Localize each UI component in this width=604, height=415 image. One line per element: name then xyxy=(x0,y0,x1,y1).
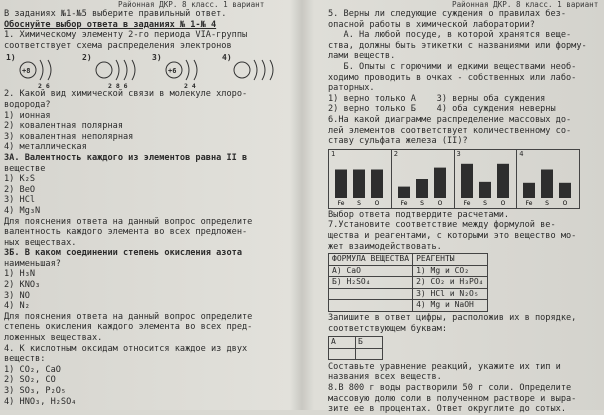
bar xyxy=(523,183,535,198)
diagram-option xyxy=(455,150,518,208)
atom-shells: 2 4 xyxy=(184,82,196,91)
diagram-options-grid xyxy=(328,149,580,209)
diagram-option xyxy=(392,150,455,208)
answer-letter: А xyxy=(329,337,356,349)
bar xyxy=(398,186,410,197)
q6-line: ставу сульфата железа (II)? xyxy=(328,136,468,147)
table-header-cell: ФОРМУЛА ВЕЩЕСТВА xyxy=(329,254,413,266)
match-table xyxy=(328,253,488,312)
q7b-line: соответствующем буквам: xyxy=(328,323,447,334)
bar-diagram xyxy=(455,158,517,206)
q4-line: 4. К кислотным оксидам относится каждое из двух xyxy=(4,343,248,354)
atom-option-label: 2) xyxy=(82,53,92,63)
bar-diagram xyxy=(517,158,579,206)
table-header-row xyxy=(329,254,488,266)
q2-line: 2. Какой вид химической связи в молекуле хлоро- xyxy=(4,89,248,100)
q3a-line: валентность каждого элемента во всех предложен- xyxy=(4,227,248,238)
table-row xyxy=(329,288,488,300)
diagram-option-label: 3 xyxy=(456,149,461,158)
bar-label: O xyxy=(437,199,443,206)
q3a-option: 4) Mg₃N xyxy=(4,205,41,216)
q3a-line: веществе xyxy=(4,163,46,174)
q3a-option: 2) BeO xyxy=(4,184,36,195)
bar-diagram xyxy=(329,158,391,206)
q7c-line: Составьте уравнение реакций, укажите их тип и xyxy=(328,361,561,372)
bar-label: S xyxy=(482,199,487,206)
bar-label: S xyxy=(545,199,550,206)
atom-shells: 2 6 xyxy=(38,82,50,91)
q8-line: зите ее в процентах. Ответ округлите до сотых. xyxy=(328,404,566,415)
q5-line: опасной работы в химической лаборатории? xyxy=(328,19,535,30)
bar-label: Fe xyxy=(337,199,345,206)
atom-charge: +6 xyxy=(168,67,177,76)
bar-label: Fe xyxy=(463,199,470,206)
q5-line: лами веществ. xyxy=(328,51,396,62)
atom-shells: 2 8 6 xyxy=(108,82,128,91)
q7-line: щества и реагентами, с которыми это вещество мо- xyxy=(328,230,577,241)
table-row xyxy=(329,265,488,277)
bar xyxy=(479,182,491,198)
bar-label: S xyxy=(357,199,361,206)
q3b-line: наименьшая? xyxy=(4,258,61,269)
bar-label: O xyxy=(562,199,568,206)
left-column xyxy=(4,9,292,407)
q4-line: веществ: xyxy=(4,354,46,365)
intro-instruction: Обоснуйте выбор ответа в заданиях № 1-№ 4 xyxy=(4,19,217,30)
answer-cell[interactable] xyxy=(356,348,383,359)
page-header-right: Районная ДКР. 8 класс. 1 вариант xyxy=(452,0,599,9)
q3b-line: ложенных веществах. xyxy=(4,333,103,344)
q2-option: 3) ковалентная неполярная xyxy=(4,131,134,142)
answer-table xyxy=(328,336,383,360)
page-header-left: Районная ДКР. 8 класс. 1 вариант xyxy=(118,0,265,9)
q5-line: А. На любой посуде, в которой хранятся веще- xyxy=(328,30,572,41)
table-row xyxy=(329,277,488,289)
q3b-option: 4) N₂ xyxy=(4,301,30,312)
q6-note: Выбор ответа подтвердите расчетами. xyxy=(328,209,510,220)
bar-label: O xyxy=(374,199,380,206)
atom-charge: +8 xyxy=(22,67,31,76)
q3b-option: 3) NO xyxy=(4,290,30,301)
q3a-line: ных веществах. xyxy=(4,237,77,248)
q7-line: 7.Установите соответствие между формулой ве- xyxy=(328,220,556,231)
q5-line: Б. Опыты с горючими и едкими веществами необ- xyxy=(328,61,577,72)
q7c-line: названия всех веществ. xyxy=(328,372,442,383)
atom-schemes xyxy=(4,51,292,91)
q8-line: 8.В 800 г воды растворили 50 г соли. Определите xyxy=(328,383,572,394)
q3b-option: 1) H₃N xyxy=(4,269,36,280)
q3b-line: Для пояснения ответа на данный вопрос определите xyxy=(4,311,253,322)
atom-option-label: 4) xyxy=(222,53,232,63)
bar xyxy=(353,169,365,198)
q6-line: 6.На какой диаграмме распределение массовых до- xyxy=(328,114,572,125)
bar-label: Fe xyxy=(400,199,408,206)
table-cell: 4) Mg и NaOH xyxy=(413,300,487,312)
bar xyxy=(371,169,383,198)
q4-option: 3) SO₃, P₂O₅ xyxy=(4,386,67,396)
table-cell: 3) HCl и N₂O₅ xyxy=(413,288,487,300)
bar xyxy=(559,183,571,198)
diagram-option-label: 4 xyxy=(519,149,524,158)
answer-cell[interactable] xyxy=(329,348,356,359)
atom-option-label: 3) xyxy=(152,53,162,63)
q4-option: 4) HNO₃, H₂SO₄ xyxy=(4,396,77,407)
bar xyxy=(461,164,473,198)
diagram-option xyxy=(329,150,392,208)
q5-line: 5. Верны ли следующие суждения о правилах без- xyxy=(328,9,566,19)
q3a-line: Для пояснения ответа на данный вопрос определите xyxy=(4,216,253,227)
bar-label: S xyxy=(419,199,424,206)
bar-label: Fe xyxy=(525,199,533,206)
q2-line: водорода? xyxy=(4,99,51,110)
table-cell xyxy=(329,288,413,300)
q7b-line: Запишите в ответ цифры, расположив их в порядке, xyxy=(328,313,577,324)
table-cell: 2) CO₂ и H₃PO₄ xyxy=(413,277,487,289)
q3b-line: 3Б. В каком соединении степень окисления азота xyxy=(4,248,242,259)
right-column xyxy=(328,9,598,415)
bar-diagram xyxy=(392,158,454,206)
table-header-cell: РЕАГЕНТЫ xyxy=(413,254,487,266)
diagram-option-label: 1 xyxy=(331,149,336,158)
q8-line: массовую долю соли в полученном растворе и выра- xyxy=(328,393,577,404)
diagram-option xyxy=(517,150,579,208)
atom-scheme-icon xyxy=(232,57,292,83)
table-row xyxy=(329,300,488,312)
bar-label: O xyxy=(500,199,505,206)
q3a-option: 1) K₂S xyxy=(4,174,36,185)
q4-option: 1) CO₂, CaO xyxy=(4,364,61,375)
q6-line: лей элементов соответствует количественному со- xyxy=(328,125,572,136)
q2-option: 2) ковалентная полярная xyxy=(4,121,123,132)
q2-option: 4) металлическая xyxy=(4,142,87,153)
table-cell: 1) Mg и CO₂ xyxy=(413,265,487,277)
q5-option: 1) верно только А 3) верны оба суждения xyxy=(328,93,546,104)
q4-option: 2) SO₂, CO xyxy=(4,375,56,386)
q3a-line: 3А. Валентность каждого из элементов равна II в xyxy=(4,152,248,163)
table-cell: Б) H₂SO₄ xyxy=(329,277,413,289)
q3b-option: 2) KNO₃ xyxy=(4,280,41,291)
bar xyxy=(416,179,428,198)
q5-option: 2) верно только Б 4) оба суждения неверны xyxy=(328,104,556,115)
q1-line: 1. Химическому элементу 2-го периода VIA-группы xyxy=(4,30,248,41)
q3a-option: 3) HCl xyxy=(4,195,36,206)
atom-scheme-icon xyxy=(94,57,154,83)
q5-line: раторных. xyxy=(328,83,375,94)
q5-line: ства, должны быть этикетки с названиями или форму- xyxy=(328,40,587,51)
q5-line: ходимо проводить в очках - собственных или лабо- xyxy=(328,72,577,83)
bar xyxy=(541,169,553,198)
q3b-line: степень окисления каждого элемента во всех пред- xyxy=(4,322,253,333)
q7-line: жет взаимодействовать. xyxy=(328,241,442,252)
intro-text: В заданиях №1-№5 выберите правильный ответ. xyxy=(4,9,227,19)
atom-option-label: 1) xyxy=(6,53,16,63)
q2-option: 1) ионная xyxy=(4,110,51,121)
bar xyxy=(335,169,347,198)
bar xyxy=(497,164,509,198)
answer-letter: Б xyxy=(356,337,383,349)
table-cell: А) CaO xyxy=(329,265,413,277)
q1-line: соответствует схема распределения электронов xyxy=(4,40,232,51)
bar xyxy=(434,167,446,197)
diagram-option-label: 2 xyxy=(393,149,398,158)
table-cell xyxy=(329,300,413,312)
